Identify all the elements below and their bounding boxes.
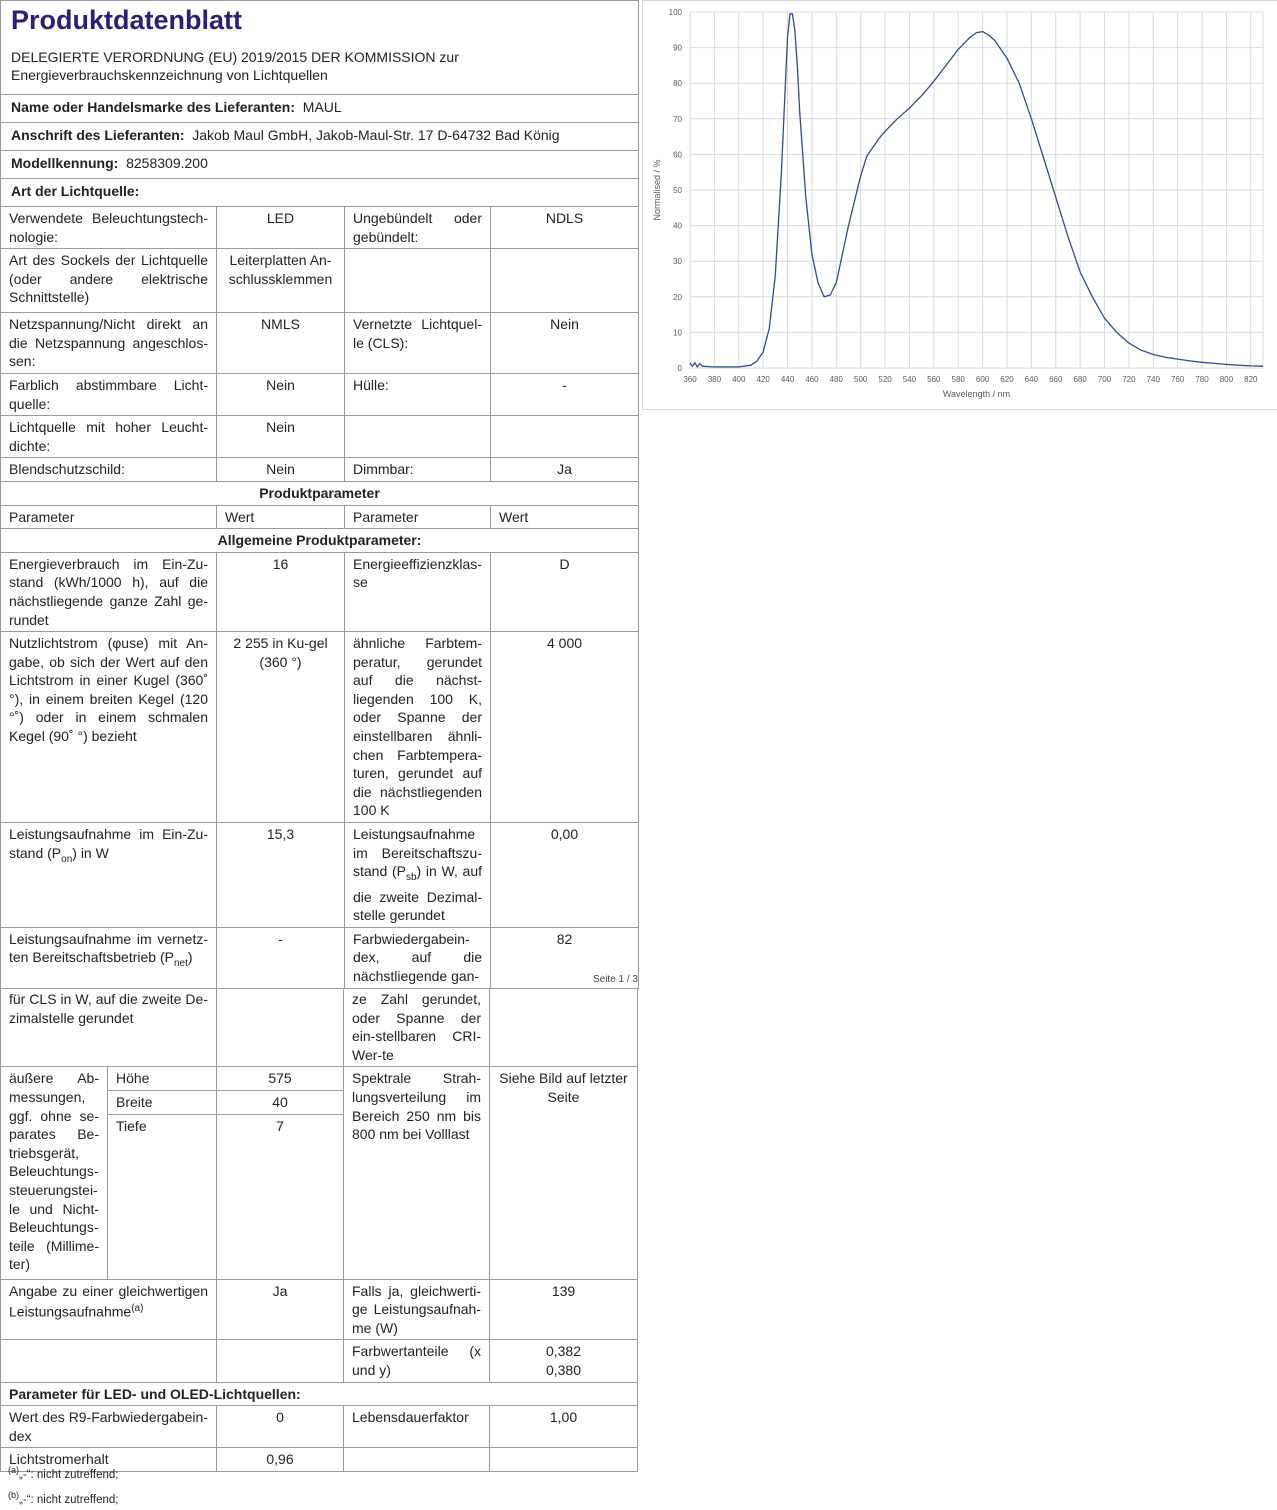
empty-cell [490, 1448, 638, 1472]
equivalent-power-w-value: 139 [490, 1279, 638, 1340]
x-tick-label: 700 [1097, 375, 1112, 384]
regulation-line-2: Energieverbrauchskennzeichnung von Lichtquellen [11, 67, 328, 84]
spectral-distribution-value: Siehe Bild auf letzter Seite [490, 1067, 638, 1279]
y-tick-label: 100 [668, 8, 682, 17]
equivalent-power-w-label: Falls ja, gleichwerti-ge Leistungsaufnah-me (W) [344, 1279, 490, 1340]
datasheet-page-2 [0, 988, 638, 1468]
standby-power-value: 0,00 [491, 823, 639, 928]
lumen-maintenance-value: 0,96 [217, 1448, 344, 1472]
x-tick-label: 680 [1073, 375, 1087, 384]
networked-standby-value: - [217, 927, 345, 988]
y-tick-label: 70 [673, 114, 682, 124]
y-tick-label: 40 [673, 221, 682, 231]
envelope-label: Hülle: [345, 373, 491, 415]
page-number: Seite 1 / 3 [592, 974, 638, 985]
y-tick-label: 50 [673, 186, 682, 195]
r9-value: 0 [217, 1406, 344, 1448]
datasheet-table-page-1 [0, 0, 639, 989]
lifetime-factor-label: Lebensdauerfaktor [344, 1406, 490, 1448]
depth-value: 7 [217, 1114, 344, 1279]
width-label: Breite [108, 1090, 217, 1114]
light-type-heading: Art der Lichtquelle: [1, 179, 639, 207]
footnote-b: $^{(b)}$„-“: nicht zutreffend; [8, 1489, 119, 1506]
equivalent-power-label: Angabe zu einer gleichwertigen Leistungsaufnahme$^{(a)}$ [1, 1279, 217, 1340]
height-label: Höhe [108, 1067, 217, 1091]
lifetime-factor-value: 1,00 [490, 1406, 638, 1448]
high-luminance-label: Lichtquelle mit hoher Leucht-dichte: [1, 416, 217, 458]
x-tick-label: 620 [1000, 375, 1014, 384]
socket-label: Art des Sockels der Lichtquelle (oder andere elektrische Schnittstelle) [1, 249, 217, 313]
networked-standby-label: Leistungsaufnahme im vernetz-ten Bereitschaftsbetrieb $(P_{net})$ [1, 927, 217, 988]
x-tick-label: 720 [1122, 375, 1136, 384]
x-tick-label: 660 [1049, 375, 1063, 384]
tunable-label: Farblich abstimmbare Licht-quelle: [1, 373, 217, 415]
supplier-label: Name oder Handelsmarke des Lieferanten: [11, 99, 295, 115]
y-tick-label: 90 [673, 43, 682, 53]
x-tick-label: 380 [707, 375, 722, 384]
footnote-a: $^{(a)}$„-“: nicht zutreffend; [8, 1465, 119, 1481]
empty-cell [344, 1448, 490, 1472]
chromaticity-label: Farbwertanteile (x und y) [344, 1340, 490, 1382]
mains-value: NMLS [217, 313, 345, 374]
chromaticity-y: 0,380 [545, 1361, 582, 1378]
x-tick-label: 420 [756, 375, 770, 384]
chromaticity-value [490, 1340, 638, 1382]
empty-cell [490, 988, 638, 1067]
dimmable-label: Dimmbar: [345, 458, 491, 482]
regulation-line-1: DELEGIERTE VERORDNUNG (EU) 2019/2015 DER KOMMISSION zur [11, 48, 459, 65]
column-header-parameter: Parameter [345, 505, 491, 529]
x-tick-label: 740 [1146, 375, 1160, 384]
r9-label: Wert des R9-Farbwiedergabein-dex [1, 1406, 217, 1448]
spectral-distribution-label: Spektrale Strah-lungsverteilung im Bereich 250 nm bis 800 nm bei Volllast [344, 1067, 490, 1279]
spectrum-plot [643, 1, 1277, 409]
cls-label: Vernetzte Lichtquel-le (CLS): [345, 313, 491, 374]
empty-cell [491, 249, 639, 313]
y-tick-label: 10 [673, 328, 682, 338]
x-tick-label: 520 [878, 375, 892, 384]
equivalent-power-flag-value: Ja [217, 1279, 344, 1340]
mains-label: Netzspannung/Nicht direkt an die Netzspannung angeschlos-sen: [1, 313, 217, 374]
x-tick-label: 360 [683, 375, 697, 384]
luminous-flux-value: 2 255 in Ku-gel (360 °) [217, 632, 345, 823]
energy-class-value: D [491, 552, 639, 631]
on-mode-power-label: Leistungsaufnahme im Ein-Zu-stand $(P_{on})$ in W [1, 823, 217, 928]
x-tick-label: 560 [927, 375, 941, 384]
column-header-parameter: Parameter [1, 505, 217, 529]
empty-cell [1, 1340, 217, 1382]
energy-class-label: Energieeffizienzklas-se [345, 552, 491, 631]
x-tick-label: 760 [1170, 375, 1185, 384]
dimensions-label: äußere Ab-messungen, ggf. ohne se-parates Be-triebsgerät, Beleuchtungs-steuerungstei-le und Nicht-Beleuchtungs-teile (Millime-ter) [1, 1067, 108, 1279]
width-value: 40 [217, 1090, 344, 1114]
y-tick-label: 20 [673, 292, 682, 302]
color-rendering-value: 82 [491, 927, 639, 988]
standby-power-label: Leistungsaufnahme im Bereitschaftszu-stand $(P_{sb})$ in W, auf die zweite Dezimal-stelle gerundet [345, 823, 491, 928]
high-luminance-value: Nein [217, 416, 345, 458]
x-tick-label: 800 [1219, 375, 1234, 384]
x-tick-label: 820 [1244, 375, 1258, 384]
x-tick-label: 580 [951, 375, 965, 384]
column-header-value: Wert [217, 505, 345, 529]
networked-standby-label-continued: für CLS in W, auf die zweite De-zimalstelle gerundet [1, 988, 217, 1067]
dimmable-value: Ja [491, 458, 639, 482]
chromaticity-x: 0,382 [545, 1343, 582, 1360]
empty-cell [345, 249, 491, 313]
color-temperature-label: ähnliche Farbtem-peratur, gerundet auf die nächst-liegenden 100 K, oder Spanne der einstellbaren ähnli-chen Farbtempera-turen, gerundet auf die nächstliegenden 100 K [345, 632, 491, 823]
product-parameters-heading: Produktparameter [1, 481, 639, 505]
lumen-maintenance-label: Lichtstromerhalt [1, 1448, 217, 1472]
energy-consumption-value: 16 [217, 552, 345, 631]
led-parameters-heading: Parameter für LED- und OLED-Lichtquellen: [1, 1382, 638, 1406]
x-tick-label: 500 [854, 375, 868, 384]
x-tick-label: 600 [975, 375, 990, 384]
x-tick-label: 540 [902, 375, 917, 384]
spectral-distribution-chart [642, 0, 1277, 410]
empty-cell [491, 416, 639, 458]
glare-shield-label: Blendschutzschild: [1, 458, 217, 482]
bundled-label: Ungebündelt oder gebündelt: [345, 207, 491, 249]
address-value: Jakob Maul GmbH, Jakob-Maul-Str. 17 D-64732 Bad König [192, 127, 560, 143]
column-header-value: Wert [491, 505, 639, 529]
bundled-value: NDLS [491, 207, 639, 249]
x-tick-label: 480 [829, 375, 843, 384]
x-tick-label: 400 [732, 375, 746, 384]
address-label: Anschrift des Lieferanten: [11, 127, 185, 143]
color-temperature-value: 4 000 [491, 632, 639, 823]
on-mode-power-value: 15,3 [217, 823, 345, 928]
glare-shield-value: Nein [217, 458, 345, 482]
x-tick-label: 640 [1024, 375, 1039, 384]
page-title: Produktdatenblatt [11, 5, 243, 35]
y-tick-label: 30 [673, 257, 682, 267]
datasheet-table-page-2 [0, 988, 638, 1472]
height-value: 575 [217, 1067, 344, 1091]
energy-consumption-label: Energieverbrauch im Ein-Zu-stand (kWh/1000 h), auf die nächstliegende ganze Zahl ge-rundet [1, 552, 217, 631]
x-axis-label: Wavelength / nm [942, 389, 1011, 399]
tech-value: LED [217, 207, 345, 249]
model-value: 8258309.200 [126, 155, 208, 171]
x-tick-label: 440 [780, 375, 795, 384]
envelope-value: - [491, 373, 639, 415]
general-parameters-heading: Allgemeine Produktparameter: [1, 529, 639, 553]
supplier-value: MAUL [302, 99, 342, 115]
tunable-value: Nein [217, 373, 345, 415]
y-tick-label: 0 [677, 364, 682, 373]
empty-cell [217, 1340, 344, 1382]
x-tick-label: 780 [1195, 375, 1209, 384]
x-tick-label: 460 [805, 375, 819, 384]
socket-value: Leiterplatten An-schlussklemmen [217, 249, 345, 313]
y-tick-label: 80 [673, 79, 682, 89]
depth-label: Tiefe [108, 1114, 217, 1279]
tech-label: Verwendete Beleuchtungstech-nologie: [1, 207, 217, 249]
model-label: Modellkennung: [11, 155, 119, 171]
y-axis-label: Normalised / % [652, 159, 662, 221]
y-tick-label: 60 [673, 150, 682, 160]
cls-value: Nein [491, 313, 639, 374]
footnotes [8, 1460, 119, 1510]
luminous-flux-label: Nutzlichtstrom (φuse) mit An-gabe, ob sich der Wert auf den Lichtstrom in einer Kugel (360˚ °), in einem breiten Kegel (120 °˚) oder in einem schmalen Kegel (90˚ °) bezieht [1, 632, 217, 823]
color-rendering-label: Farbwiedergabein-dex, auf die nächstliegende gan- [345, 927, 491, 988]
empty-cell [345, 416, 491, 458]
empty-cell [217, 988, 344, 1067]
color-rendering-label-continued: ze Zahl gerundet, oder Spanne der ein-stellbaren CRI-Wer-te [344, 988, 490, 1067]
